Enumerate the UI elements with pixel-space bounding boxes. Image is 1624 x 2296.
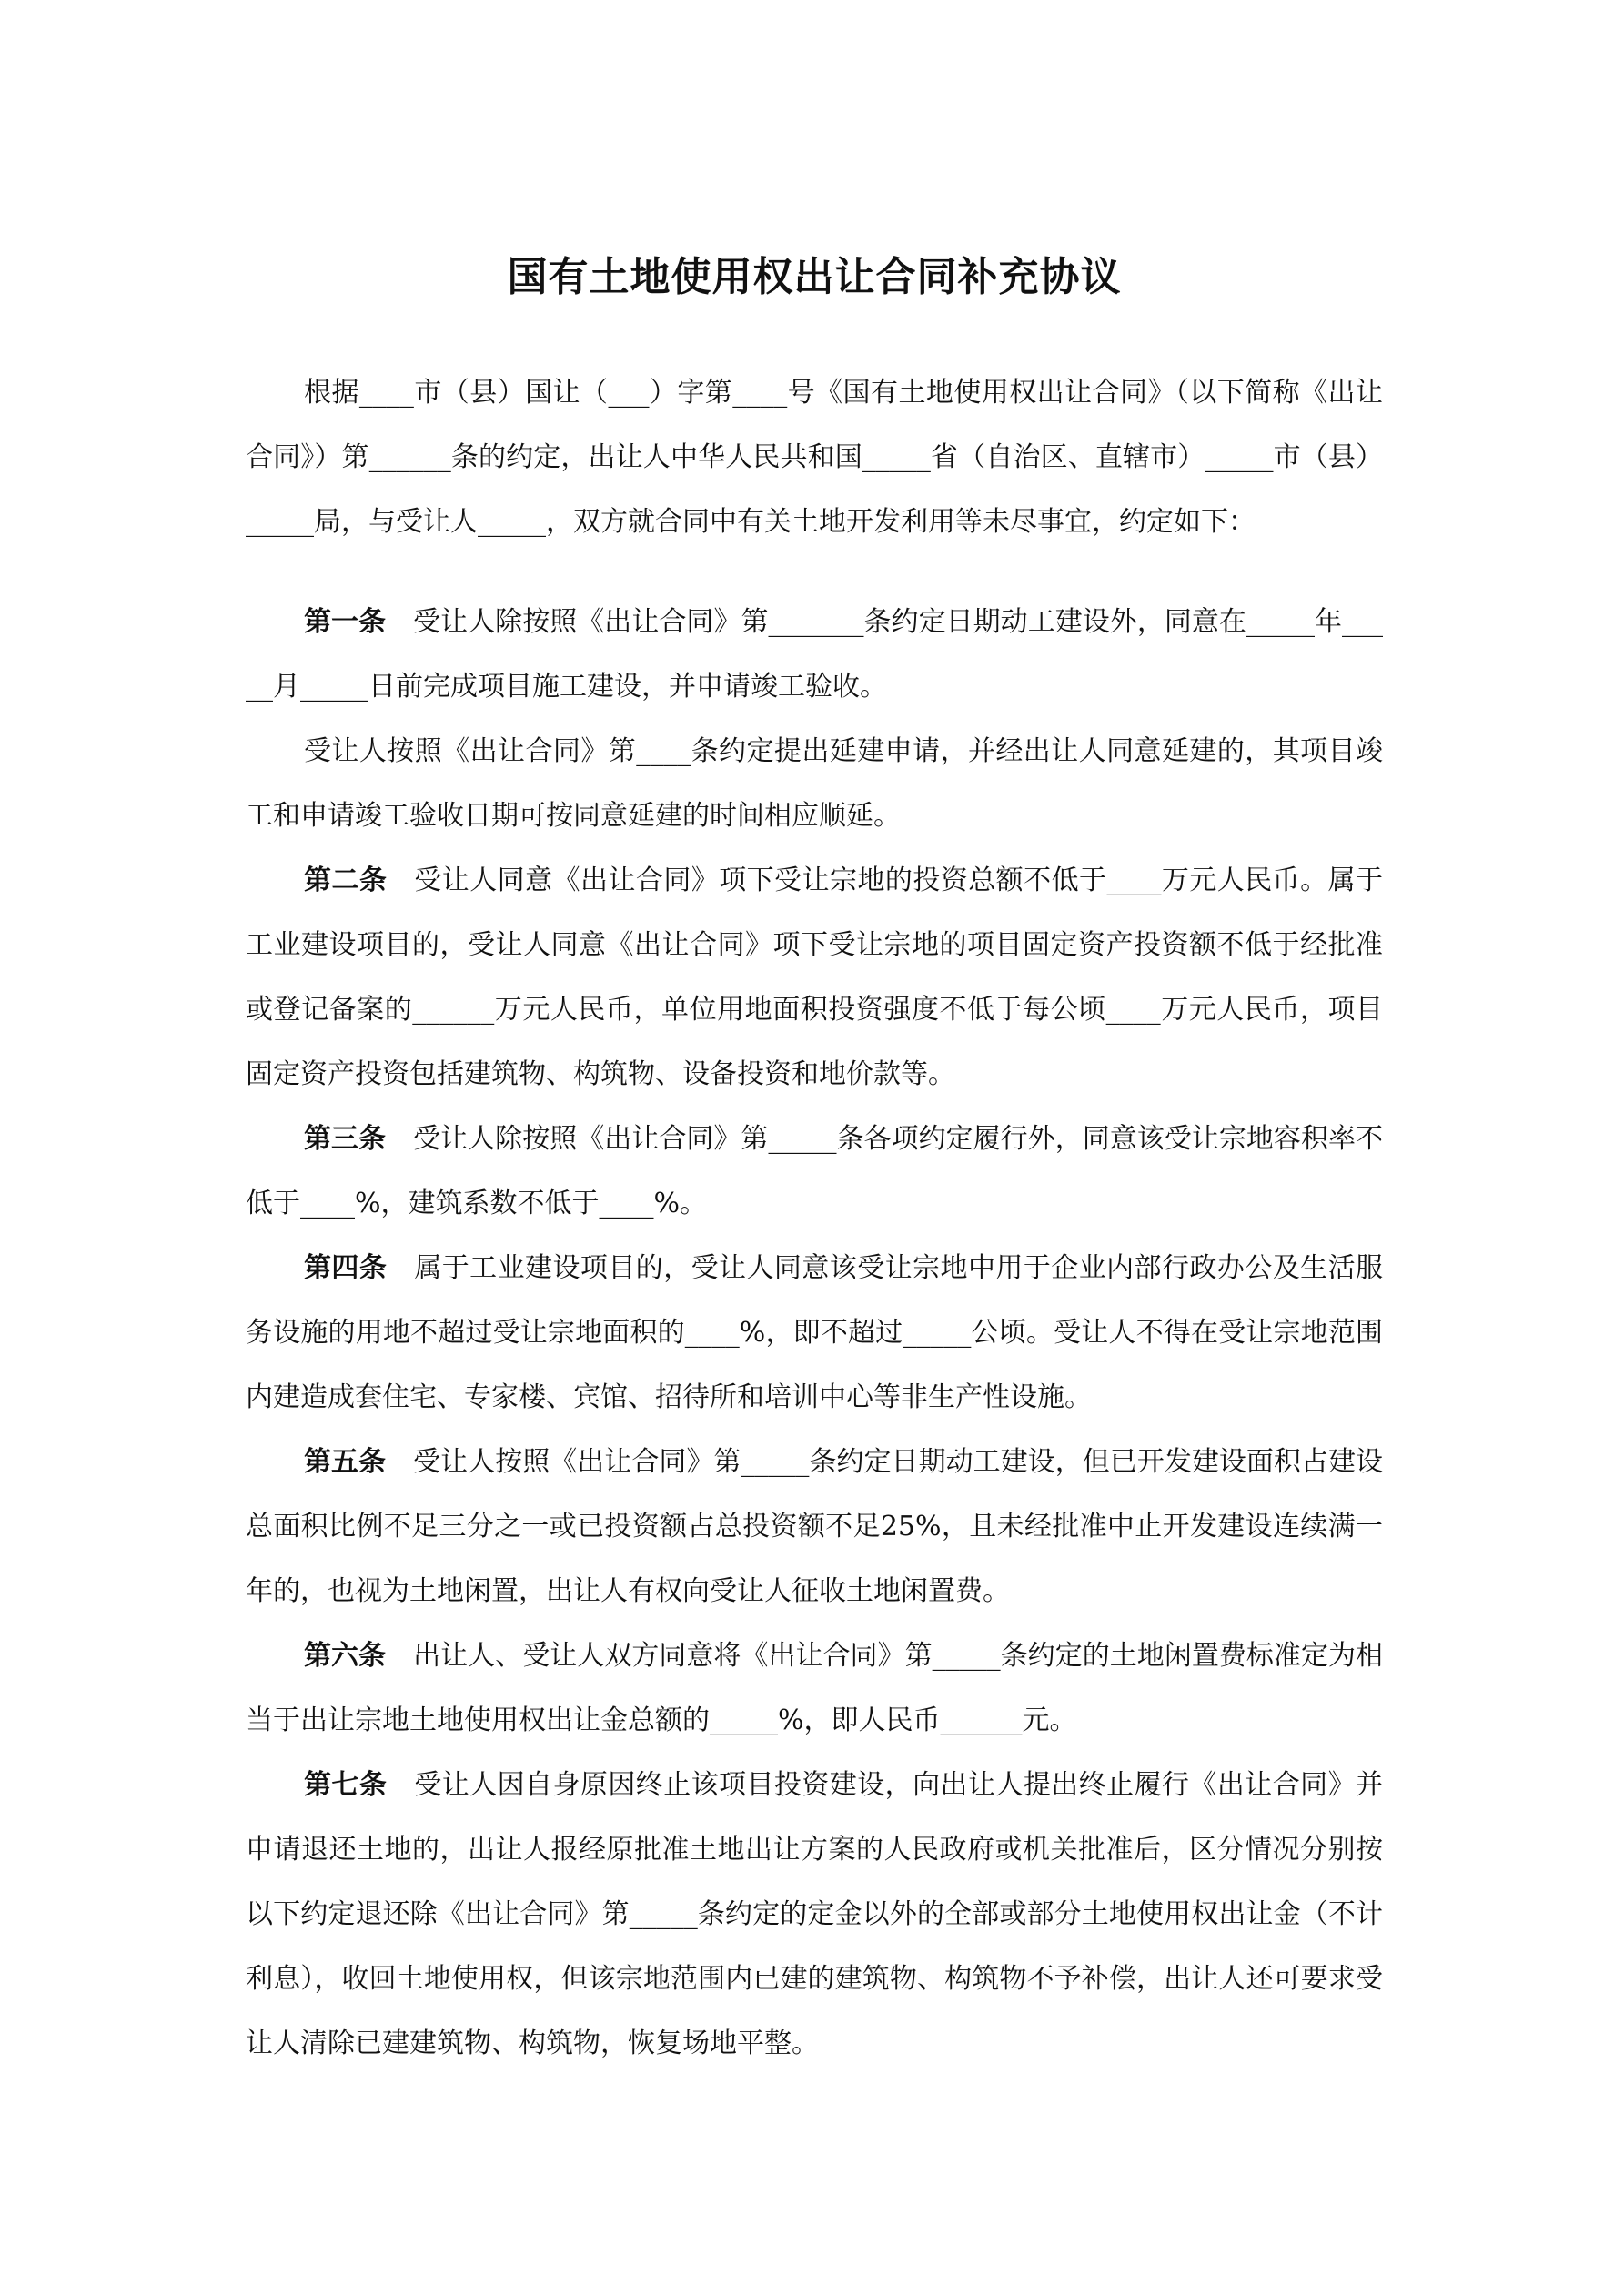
article-4-text: 属于工业建设项目的，受让人同意该受让宗地中用于企业内部行政办公及生活服务设施的用地不超过受让宗地面积的____%，即不超过_____公顷。受让人不得在受让宗地范围内建造成套住宅、专家楼、宾馆、招待所和培训中心等非生产性设施。 [246,1252,1384,1413]
article-2-label: 第二条 [304,865,388,896]
article-7-text: 受让人因自身原因终止该项目投资建设，向出让人提出终止履行《出让合同》并申请退还土地的，出让人报经原批准土地出让方案的人民政府或机关批准后，区分情况分别按以下约定退还除《出让合同》第_____条约定的定金以外的全部或部分土地使用权出让金（不计利息），收回土地使用权，但该宗地范围内已建的建筑物、构筑物不予补偿，出让人还可要求受让人清除已建建筑物、构筑物，恢复场地平整。 [246,1769,1384,2059]
article-3-paragraph [246,1107,1383,1236]
document-title: 国有土地使用权出让合同补充协议 [507,254,1122,300]
article-7-label: 第七条 [304,1769,388,1801]
article-2-paragraph [246,848,1383,1107]
article-1-paragraph [246,590,1383,719]
article-6-label: 第六条 [304,1640,387,1672]
article-1-label: 第一条 [304,606,387,638]
article-7-paragraph [246,1753,1383,2076]
article-6-paragraph [246,1623,1383,1753]
article-3-label: 第三条 [304,1123,387,1155]
preamble-paragraph: 根据____市（县）国让（___）字第____号《国有土地使用权出让合同》（以下简称《出让合同》）第______条的约定，出让人中华人民共和国_____省（自治区、直辖市）_____市（县）_____局，与受让人_____，双方就合同中有关土地开发利用等未尽事宜，约定如下： [246,377,1383,538]
article-6-text: 出让人、受让人双方同意将《出让合同》第_____条约定的土地闲置费标准定为相当于出让宗地土地使用权出让金总额的_____%，即人民币______元。 [246,1640,1384,1736]
article-4-label: 第四条 [304,1252,388,1284]
article-1-extension-text: 受让人按照《出让合同》第____条约定提出延建申请，并经出让人同意延建的，其项目竣工和申请竣工验收日期可按同意延建的时间相应顺延。 [246,735,1383,832]
article-5-label: 第五条 [304,1446,387,1478]
article-1-extension-paragraph [246,719,1383,848]
article-1-text: 受让人除按照《出让合同》第_______条约定日期动工建设外，同意在_____年_____月_____日前完成项目施工建设，并申请竣工验收。 [246,606,1384,703]
article-5-text: 受让人按照《出让合同》第_____条约定日期动工建设，但已开发建设面积占建设总面积比例不足三分之一或已投资额占总投资额不足25%，且未经批准中止开发建设连续满一年的，也视为土地闲置，出让人有权向受让人征收土地闲置费。 [246,1446,1384,1607]
article-4-paragraph [246,1236,1383,1430]
article-5-paragraph [246,1430,1383,1623]
article-2-text: 受让人同意《出让合同》项下受让宗地的投资总额不低于____万元人民币。属于工业建设项目的，受让人同意《出让合同》项下受让宗地的项目固定资产投资额不低于经批准或登记备案的______万元人民币，单位用地面积投资强度不低于每公顷____万元人民币，项目固定资产投资包括建筑物、构筑物、设备投资和地价款等。 [246,865,1384,1090]
article-3-text: 受让人除按照《出让合同》第_____条各项约定履行外，同意该受让宗地容积率不低于____%，建筑系数不低于____%。 [246,1123,1384,1219]
